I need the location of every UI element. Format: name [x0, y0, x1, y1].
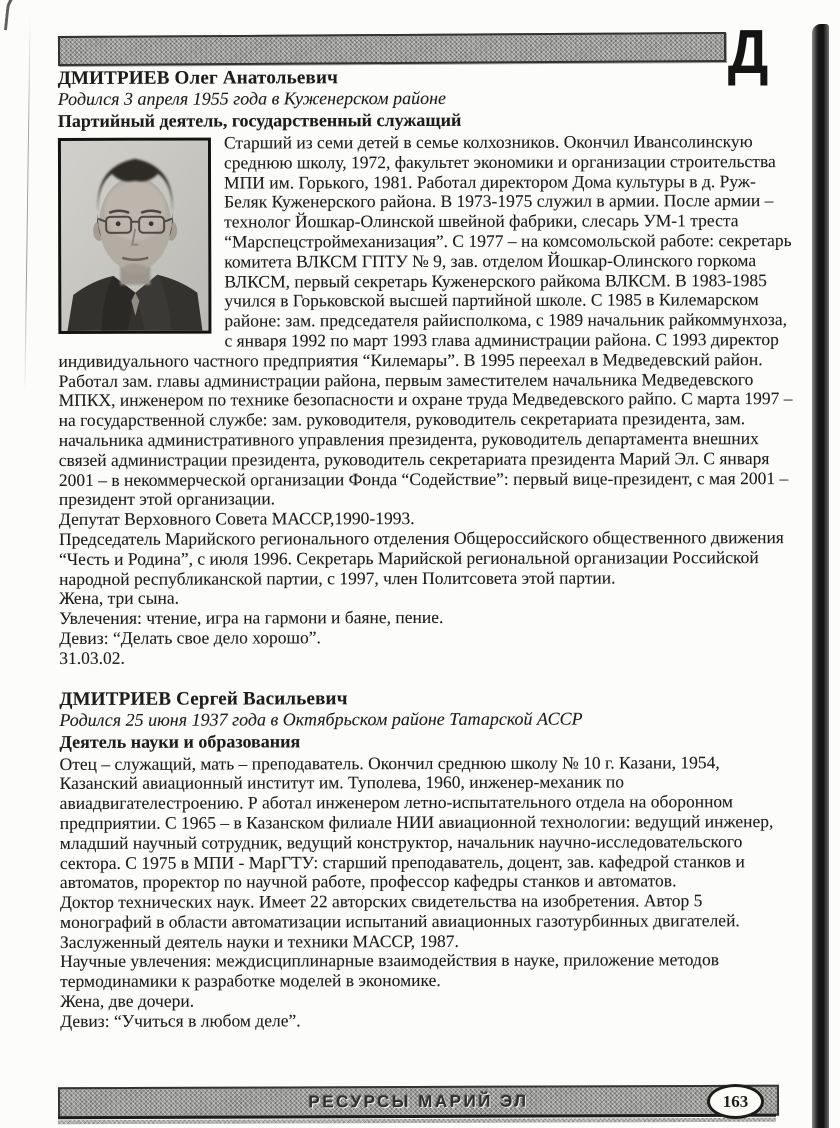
bio-paragraph: Отец – служащий, мать – преподаватель. Окончил среднюю школу № 10 г. Казани, 1954, Казанский авиационный институт им. Туполева, 1960, инженер-механик по авиадвигателестроению. Р аботал инженером летно-испытательного отдела на оборонном предприятии. С 1965 – в Казанском филиале НИИ авиационной технологии: ведущий инженер, младший научный сотрудник, ведущий конструктор, начальник научно-исследовательского сектора. С 1975 в МПИ - МарГТУ: старший преподаватель, доцент, зав. кафедрой станков и автоматов, проректор по научной работе, профессор кафедры станков и автоматов. [59, 751, 774, 893]
page-content [58, 66, 797, 1032]
entry-name: ДМИТРИЕВ Олег Анатольевич [57, 67, 339, 89]
entry-birth-line: Родился 25 июня 1937 года в Октябрьском районе Татарской АССР [59, 708, 583, 730]
page-number-badge: 163 [707, 1084, 764, 1119]
bio-paragraph: Девиз: “Учиться в любом деле”. [60, 1010, 301, 1031]
scan-fold-line [24, 14, 30, 394]
entry-name: ДМИТРИЕВ Сергей Васильевич [59, 687, 348, 710]
bio-paragraph: Доктор технических наук. Имеет 22 авторских свидетельства на изобретения. Автор 5 монографий в области автоматизации испытаний авиационных газотурбинных двигателей. Заслуженный деятель науки и техники МАССР, 1987. [59, 890, 740, 952]
bio-paragraph: Увлечения: чтение, игра на гармони и баяне, пение. [59, 607, 444, 629]
bio-paragraph: Жена, три сына. [59, 587, 179, 609]
bio-paragraph: Девиз: “Делать свое дело хорошо”. [59, 627, 321, 648]
footer-title: РЕСУРСЫ МАРИЙ ЭЛ [308, 1091, 529, 1111]
bio-entry-dmitriev-sergey [59, 687, 796, 1032]
entry-body [60, 753, 797, 1032]
bio-paragraph: Старший из семи детей в семье колхозников. Окончил Ивансолинскую среднюю школу, 1972, факультет экономики и организации строительства МПИ им. Горького, 1981. Работал директором Дома культуры в д. Руж-Беляк Куженерского района. В 1973-1975 служил в армии. После армии – технолог Йошкар-Олинской швейной фабрики, слесарь УМ-1 треста “Марспецстроймеханизация”. С 1977 – на комсомольской работе: секретарь комитета ВЛКСМ ГПТУ № 9, зав. отделом Йошкар-Олинского горкома ВЛКСМ, первый секретарь Куженерского райкома ВЛКСМ. В 1983-1985 учился в Горьковской высшей партийной школе. С 1985 в Килемарском районе: зам. председателя райисполкома, с 1989 начальник райкоммунхоза, с января 1992 по март 1993 глава администрации района. С 1993 директор индивидуального частного предприятия “Килемары”. В 1995 переехал в Медведевский район. Работал зам. главы администрации района, первым заместителем начальника Медведевского МПКХ, инженером по технике безопасности и охране труда Медведевского райпо. С марта 1997 – на государственной службе: зам. руководителя, руководитель секретариата президента, зам. начальника административного управления президента, руководитель департамента внешних связей администрации президента, руководитель секретариата президента Марий Эл. С января 2001 – в некоммерческой организации Фонда “Содействие”: первый вице-президент, с мая 2001 – президент этой организации. [58, 131, 793, 510]
section-header-bar [58, 32, 726, 66]
entry-birth-line: Родился 3 апреля 1955 года в Куженерском районе [57, 87, 447, 109]
bio-entry-dmitriev-oleg [58, 66, 796, 668]
portrait-photo-icon [61, 141, 208, 331]
scan-corner-artifact [4, 0, 63, 36]
bio-paragraph: Жена, две дочери. [60, 990, 195, 1012]
bio-paragraph: Депутат Верховного Совета МАССР,1990-1993. [58, 508, 415, 530]
bio-paragraph: 31.03.02. [59, 647, 125, 668]
section-letter: Д [727, 18, 769, 87]
entry-body [58, 132, 795, 668]
entry-role-line: Партийный деятель, государственный служащий [57, 109, 462, 131]
book-edge-shadow [812, 24, 829, 1128]
bio-paragraph: Научные увлечения: междисциплинарные взаимодействия в науке, приложение методов термодинамики к разработке моделей в экономике. [60, 949, 719, 992]
paragraph-list [60, 753, 797, 1032]
entry-role-line: Деятель науки и образования [59, 730, 301, 752]
portrait-photo [58, 138, 212, 334]
bio-paragraph: Председатель Марийского регионального отделения Общероссийского общественного движения “Честь и Родина”, с июля 1996. Секретарь Марийской региональной организации Российской народной республиканской партии, с 1997, член Политсовета этой партии. [58, 527, 784, 589]
